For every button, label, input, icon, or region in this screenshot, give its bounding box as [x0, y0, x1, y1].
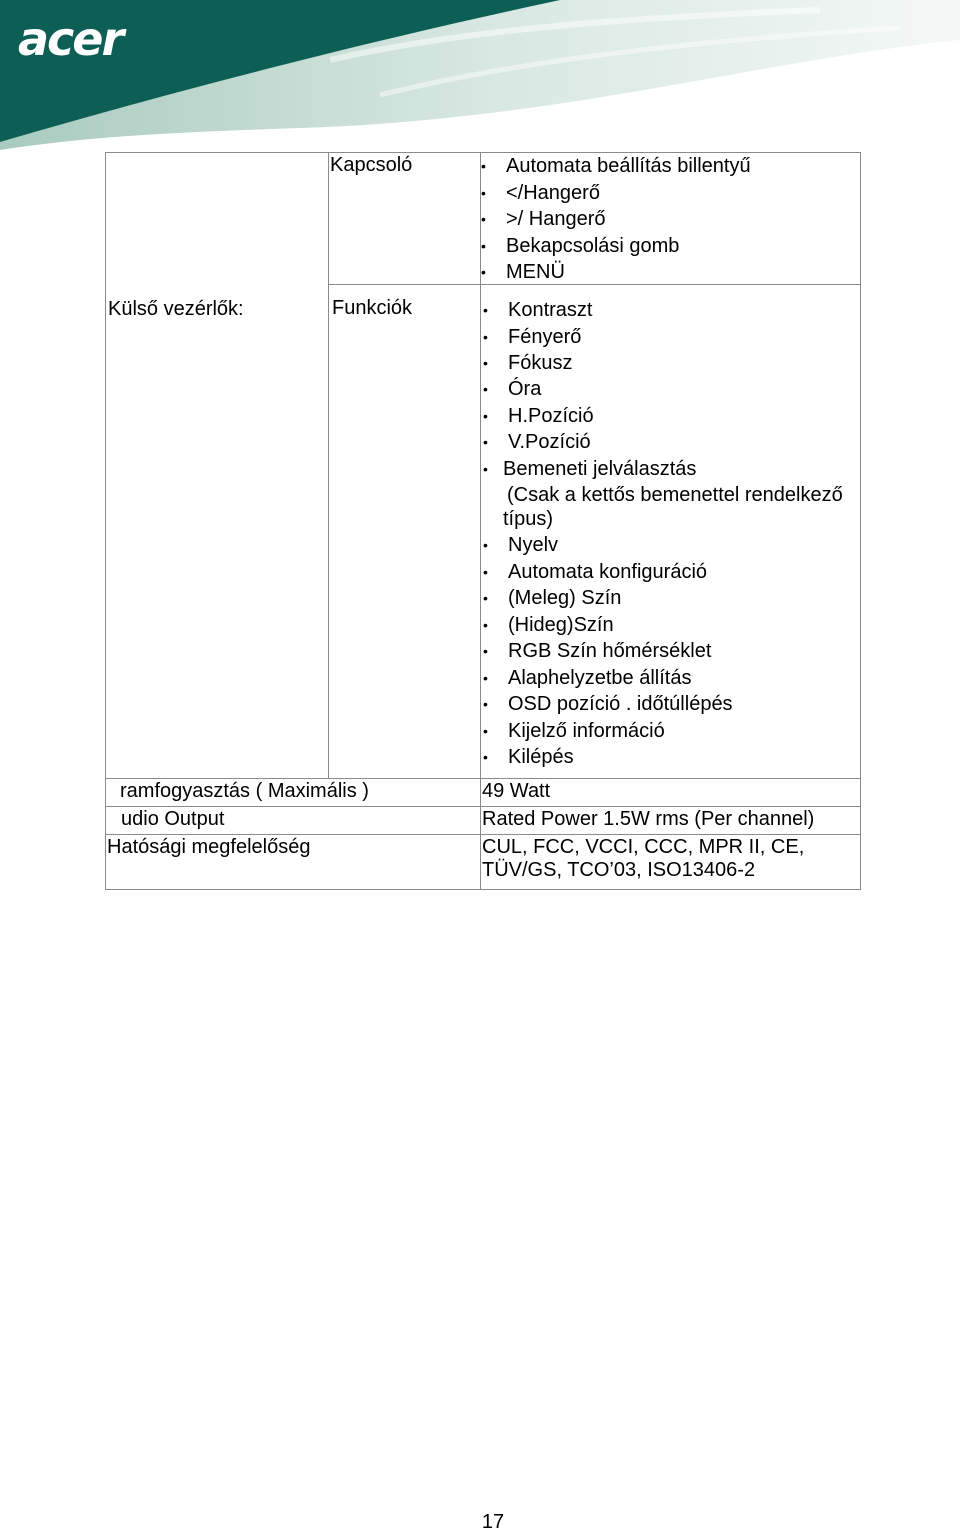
bullet-icon: •	[481, 211, 486, 227]
list-item: Kijelző információ	[508, 720, 665, 742]
bullet-icon: •	[483, 696, 488, 712]
bullet-icon: •	[481, 238, 486, 254]
list-item: </Hangerő	[506, 182, 600, 204]
list-item: Bemeneti jelválasztás	[503, 458, 697, 480]
list-item: Fókusz	[508, 352, 573, 374]
list-item-note: típus)	[503, 508, 554, 530]
power-label: ramfogyasztás ( Maximális )	[120, 780, 369, 802]
list-item: (Meleg) Szín	[508, 587, 622, 609]
bullet-icon: •	[483, 749, 488, 765]
banner-graphic	[0, 0, 960, 150]
list-item: Automata beállítás billentyű	[506, 155, 751, 177]
list-item-note: (Csak a kettős bemenettel rendelkező	[507, 484, 843, 506]
bullet-icon: •	[483, 381, 488, 397]
list-item: Automata konfiguráció	[508, 561, 708, 583]
compliance-value-line-2: TÜV/GS, TCO’03, ISO13406-2	[482, 859, 756, 881]
list-item: V.Pozíció	[508, 431, 591, 453]
bullet-icon: •	[481, 264, 486, 280]
list-item: Kilépés	[508, 746, 574, 768]
power-value: 49 Watt	[482, 780, 551, 802]
list-item: (Hideg)Szín	[508, 614, 614, 636]
bullet-icon: •	[483, 302, 488, 318]
switch-label: Kapcsoló	[330, 154, 413, 176]
list-item: H.Pozíció	[508, 405, 594, 427]
bullet-icon: •	[483, 329, 488, 345]
list-item: OSD pozíció . időtúllépés	[508, 693, 733, 715]
compliance-value-line-1: CUL, FCC, VCCI, CCC, MPR II, CE,	[482, 836, 805, 858]
table-border-right	[860, 152, 861, 890]
bullet-icon: •	[483, 461, 488, 477]
header-banner	[0, 0, 960, 150]
bullet-icon: •	[483, 590, 488, 606]
compliance-label: Hatósági megfelelőség	[107, 836, 311, 858]
list-item: Nyelv	[508, 534, 559, 556]
audio-label: udio Output	[121, 808, 225, 830]
table-border-bottom	[105, 889, 861, 890]
list-item: Alaphelyzetbe állítás	[508, 667, 692, 689]
bullet-icon: •	[483, 408, 488, 424]
list-item: MENÜ	[506, 261, 565, 283]
list-item: RGB Szín hőmérséklet	[508, 640, 712, 662]
list-item: Fényerő	[508, 326, 582, 348]
list-item: Óra	[508, 378, 542, 400]
list-item: Kontraszt	[508, 299, 593, 321]
bullet-icon: •	[481, 185, 486, 201]
bullet-icon: •	[483, 355, 488, 371]
bullet-icon: •	[483, 643, 488, 659]
external-controls-label: Külső vezérlők:	[108, 298, 244, 320]
list-item: >/ Hangerő	[506, 208, 606, 230]
list-item: Bekapcsolási gomb	[506, 235, 680, 257]
table-border-left	[105, 152, 106, 890]
bullet-icon: •	[483, 564, 488, 580]
bullet-icon: •	[483, 537, 488, 553]
table-col-divider-1	[328, 152, 329, 778]
bullet-icon: •	[483, 670, 488, 686]
table-divider-switch	[328, 284, 861, 285]
audio-value: Rated Power 1.5W rms (Per channel)	[482, 808, 815, 830]
bullet-icon: •	[483, 723, 488, 739]
acer-logo: acer	[18, 12, 123, 66]
bullet-icon: •	[481, 158, 486, 174]
bullet-icon: •	[483, 617, 488, 633]
bullet-icon: •	[483, 434, 488, 450]
page-number: 17	[481, 1511, 505, 1533]
functions-label: Funkciók	[332, 297, 413, 319]
